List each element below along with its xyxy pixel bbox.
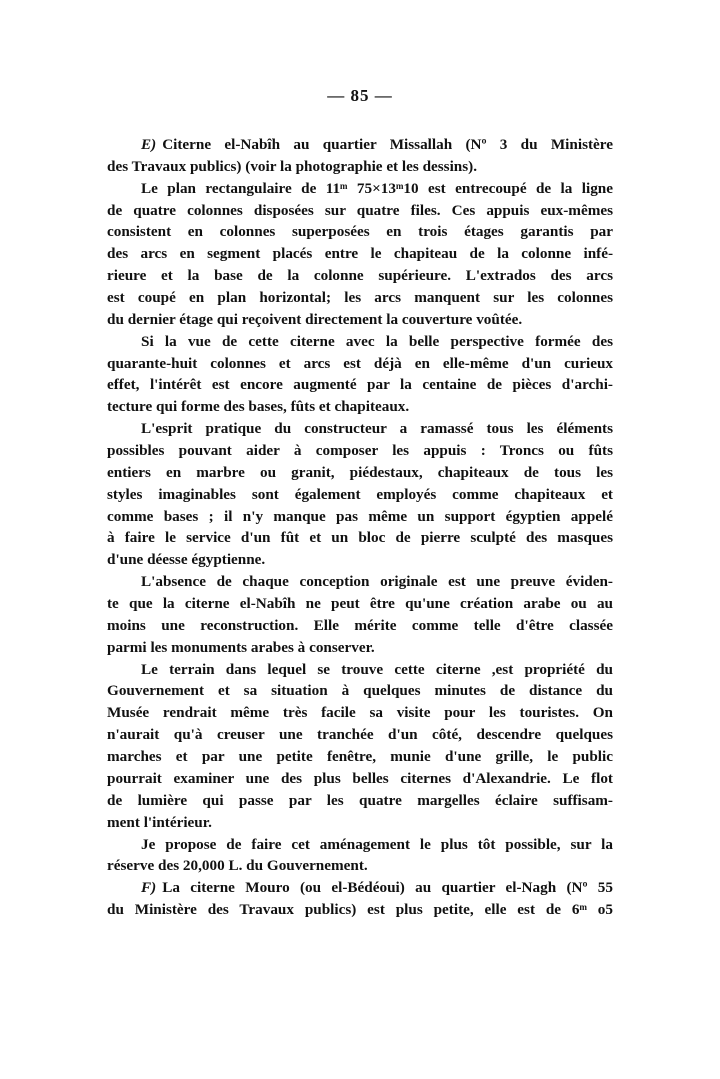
line-text: marches et par une petite fenêtre, munie d'une grille, le public xyxy=(107,748,613,766)
line-text: Le terrain dans lequel se trouve cette citerne ,est propriété du xyxy=(141,660,613,678)
paragraph xyxy=(107,659,613,834)
line-text: de quatre colonnes disposées sur quatre files. Ces appuis eux-mêmes xyxy=(107,201,613,219)
line-text: du dernier étage qui reçoivent directement la couverture voûtée. xyxy=(107,310,523,328)
text-line xyxy=(107,877,613,899)
text-line xyxy=(107,134,613,156)
line-text: Musée rendrait même très facile sa visite pour les touristes. On xyxy=(107,704,613,722)
paragraph xyxy=(107,571,613,658)
text-line xyxy=(107,834,613,856)
text-line xyxy=(107,724,613,746)
line-text: possibles pouvant aider à composer les appuis : Troncs ou fûts xyxy=(107,442,613,460)
text-line xyxy=(107,331,613,353)
line-text: Si la vue de cette citerne avec la belle perspective formée des xyxy=(141,332,613,350)
text-line xyxy=(107,221,613,243)
line-text: consistent en colonnes superposées en trois étages garantis par xyxy=(107,223,613,241)
line-text: Le plan rectangulaire de 11ᵐ 75×13ᵐ10 est entrecoupé de la ligne xyxy=(141,179,613,197)
text-line xyxy=(107,637,613,659)
line-text: ment l'intérieur. xyxy=(107,813,212,831)
paragraph xyxy=(107,834,613,878)
text-line xyxy=(107,812,613,834)
line-text: des Travaux publics) (voir la photographie et les dessins). xyxy=(107,157,478,175)
paragraph xyxy=(107,178,613,331)
line-text: pourrait examiner une des plus belles citernes d'Alexandrie. Le flot xyxy=(107,769,613,787)
paragraph xyxy=(107,418,613,571)
line-text: comme bases ; il n'y manque pas même un support égyptien appelé xyxy=(107,507,613,525)
text-line xyxy=(107,768,613,790)
text-line xyxy=(107,309,613,331)
text-line xyxy=(107,156,613,178)
line-text: à faire le service d'un fût et un bloc de pierre sculpté des masques xyxy=(107,529,613,547)
text-line xyxy=(107,484,613,506)
line-text: Citerne el-Nabîh au quartier Missallah (Nº 3 du Ministère xyxy=(162,136,613,153)
text-line xyxy=(107,593,613,615)
line-text: de lumière qui passe par les quatre margelles éclaire suffisam- xyxy=(107,791,613,809)
line-text: n'aurait qu'à creuser une tranchée d'un côté, descendre quelques xyxy=(107,726,613,744)
line-text: du Ministère des Travaux publics) est plus petite, elle est de 6ᵐ o5 xyxy=(107,901,613,919)
line-text: L'esprit pratique du constructeur a ramassé tous les éléments xyxy=(141,420,613,438)
text-line xyxy=(107,571,613,593)
text-line xyxy=(107,615,613,637)
line-text: La citerne Mouro (ou el-Bédéoui) au quartier el-Nagh (Nº 55 xyxy=(162,879,613,897)
text-line xyxy=(107,396,613,418)
text-line xyxy=(107,680,613,702)
text-line xyxy=(107,790,613,812)
text-line xyxy=(107,702,613,724)
line-text: L'absence de chaque conception originale est une preuve éviden- xyxy=(141,573,613,591)
text-line xyxy=(107,418,613,440)
text-line xyxy=(107,746,613,768)
text-line xyxy=(107,353,613,375)
paragraph xyxy=(107,134,613,178)
page-number: — 85 — xyxy=(327,86,393,105)
text-line xyxy=(107,200,613,222)
text-line xyxy=(107,462,613,484)
text-line xyxy=(107,527,613,549)
line-text: tecture qui forme des bases, fûts et chapiteaux. xyxy=(107,398,410,416)
line-text: d'une déesse égyptienne. xyxy=(107,551,266,569)
text-line xyxy=(107,506,613,528)
line-text: quarante-huit colonnes et arcs est déjà en elle-même d'un curieux xyxy=(107,354,613,372)
text-line xyxy=(107,855,613,877)
text-line xyxy=(107,374,613,396)
text-line xyxy=(107,899,613,921)
text-line xyxy=(107,287,613,309)
line-text: parmi les monuments arabes à conserver. xyxy=(107,638,375,656)
line-text: te que la citerne el-Nabîh ne peut être qu'une création arabe ou au xyxy=(107,595,613,613)
line-text: Gouvernement et sa situation à quelques minutes de distance du xyxy=(107,682,613,700)
section-letter: E) xyxy=(141,136,157,153)
line-text: rieure et la base de la colonne supérieure. L'extrados des arcs xyxy=(107,267,613,285)
text-line xyxy=(107,243,613,265)
text-line xyxy=(107,178,613,200)
line-text: moins une reconstruction. Elle mérite comme telle d'être classée xyxy=(107,616,613,634)
line-text: entiers en marbre ou granit, piédestaux, chapiteaux de tous les xyxy=(107,463,613,481)
text-line xyxy=(107,549,613,571)
text-line xyxy=(107,265,613,287)
line-text: est coupé en plan horizontal; les arcs manquent sur les colonnes xyxy=(107,289,613,307)
text-line xyxy=(107,659,613,681)
body-text xyxy=(107,134,613,921)
line-text: des arcs en segment placés entre le chapiteau de la colonne infé- xyxy=(107,245,613,263)
line-text: effet, l'intérêt est encore augmenté par la centaine de pièces d'archi- xyxy=(107,376,613,394)
line-text: Je propose de faire cet aménagement le plus tôt possible, sur la xyxy=(141,835,613,853)
paragraph xyxy=(107,331,613,418)
paragraph xyxy=(107,877,613,921)
line-text: réserve des 20,000 L. du Gouvernement. xyxy=(107,857,368,875)
line-text: styles imaginables sont également employés comme chapiteaux et xyxy=(107,485,613,503)
section-letter: F) xyxy=(141,879,157,897)
text-line xyxy=(107,440,613,462)
